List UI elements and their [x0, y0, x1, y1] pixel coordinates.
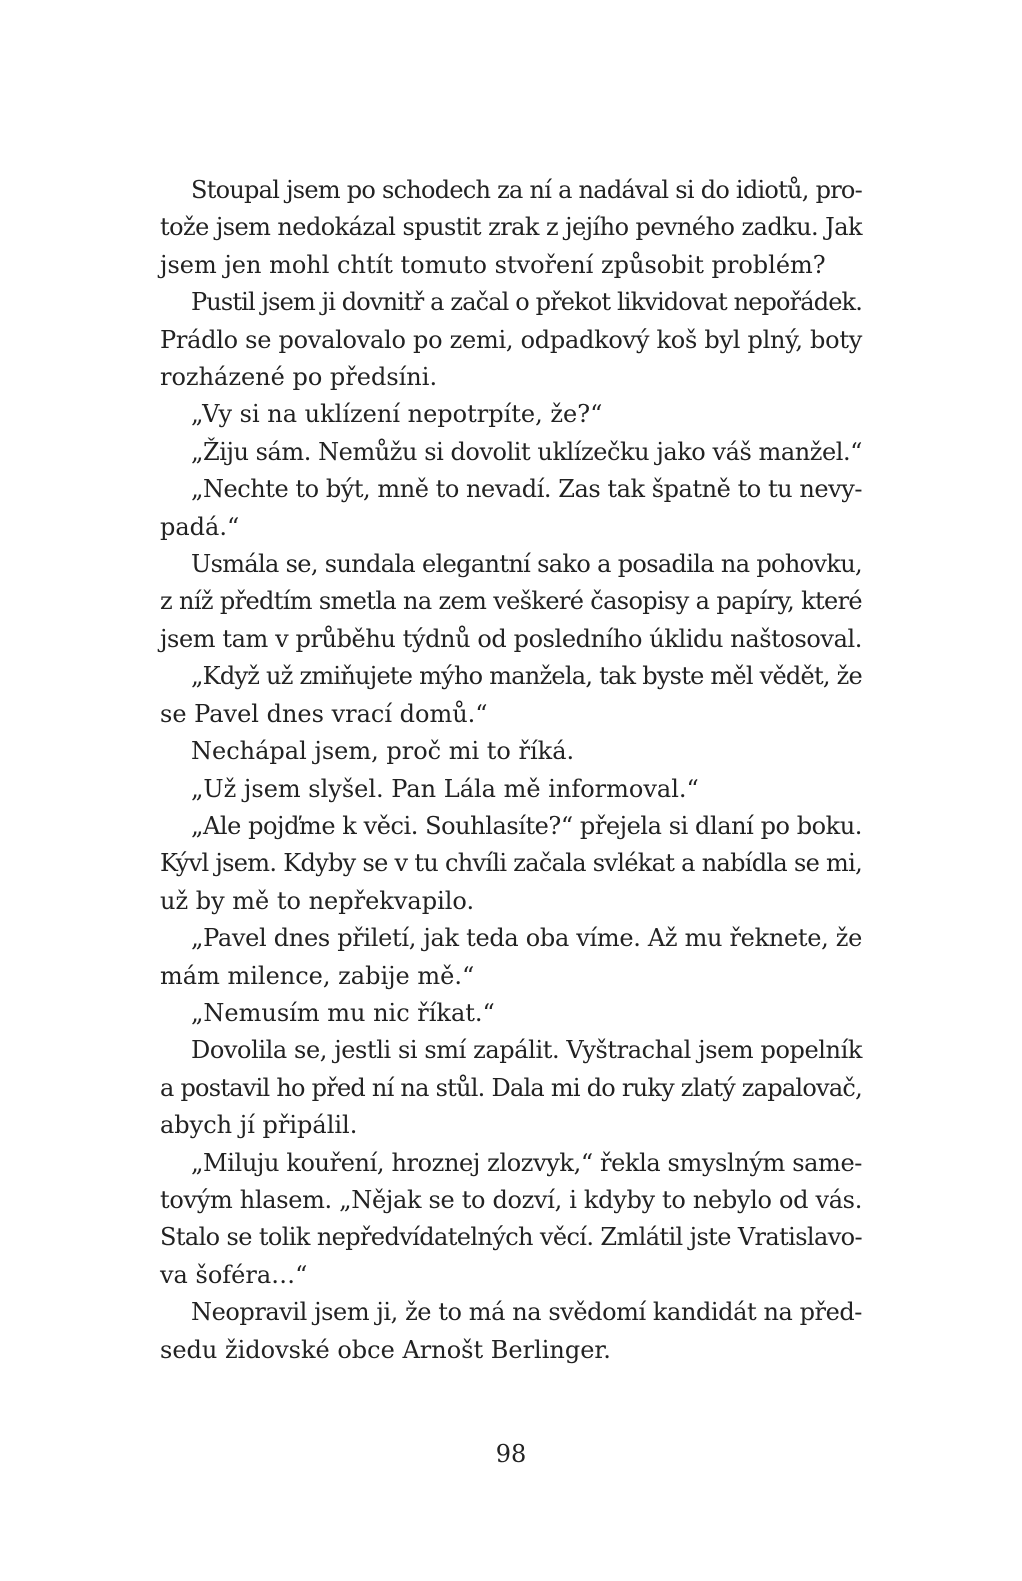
paragraph [160, 1145, 862, 1295]
text-line: „Miluju kouření, hroznej zlozvyk,“ řekla smyslným same- [191, 1148, 862, 1177]
paragraph [160, 658, 862, 733]
paragraph [160, 1294, 862, 1369]
body-text [160, 172, 862, 1369]
text-line: „Žiju sám. Nemůžu si dovolit uklízečku jako váš manžel.“ [191, 437, 862, 466]
text-line: „Vy si na uklízení nepotrpíte, že?“ [191, 400, 603, 429]
text-line: tože jsem nedokázal spustit zrak z jejího pevného zadku. Jak [160, 213, 862, 242]
text-line: va šoféra…“ [160, 1260, 308, 1289]
text-line: Prádlo se povalovalo po zemi, odpadkový koš byl plný, boty [160, 325, 863, 354]
paragraph [160, 771, 862, 808]
paragraph [160, 920, 862, 995]
text-line: Dovolila se, jestli si smí zapálit. Vyštrachal jsem popelník [191, 1036, 862, 1065]
text-line: „Nemusím mu nic říkat.“ [191, 998, 495, 1027]
text-line: „Ale pojďme k věci. Souhlasíte?“ přejela si dlaní po boku. [191, 811, 862, 840]
page-number: 98 [495, 1440, 527, 1468]
text-line: abych jí připálil. [160, 1111, 358, 1140]
paragraph [160, 284, 862, 396]
text-line: jsem tam v průběhu týdnů od posledního úklidu naštosoval. [160, 624, 862, 653]
paragraph [160, 471, 862, 546]
text-line: sedu židovské obce Arnošt Berlinger. [160, 1335, 611, 1364]
text-line: Usmála se, sundala elegantní sako a posadila na pohovku, [191, 550, 862, 579]
text-line: už by mě to nepřekvapilo. [160, 886, 475, 915]
text-line: a postavil ho před ní na stůl. Dala mi do ruky zlatý zapalovač, [160, 1073, 862, 1102]
text-line: „Nechte to být, mně to nevadí. Zas tak špatně to tu nevy- [191, 475, 862, 504]
text-line: jsem jen mohl chtít tomuto stvoření způsobit problém? [160, 250, 826, 279]
text-line: tovým hlasem. „Nějak se to dozví, i kdyby to nebylo od vás. [160, 1185, 863, 1214]
text-line: Nechápal jsem, proč mi to říká. [191, 737, 575, 766]
text-line: Neopravil jsem ji, že to má na svědomí kandidát na před- [191, 1298, 862, 1327]
text-line: Stalo se tolik nepředvídatelných věcí. Zmlátil jste Vratislavo- [160, 1223, 862, 1252]
text-line: „Když už zmiňujete mýho manžela, tak byste měl vědět, že [191, 662, 862, 691]
paragraph [160, 1032, 862, 1144]
paragraph [160, 396, 862, 433]
text-line: „Pavel dnes přiletí, jak teda oba víme. Až mu řeknete, že [191, 924, 862, 953]
text-line: Kývl jsem. Kdyby se v tu chvíli začala svlékat a nabídla se mi, [160, 849, 863, 878]
paragraph [160, 808, 862, 920]
paragraph [160, 733, 862, 770]
paragraph [160, 995, 862, 1032]
paragraph [160, 434, 862, 471]
text-line: z níž předtím smetla na zem veškeré časopisy a papíry, které [160, 587, 862, 616]
text-line: Pustil jsem ji dovnitř a začal o překot likvidovat nepořádek. [191, 288, 863, 317]
text-line: Stoupal jsem po schodech za ní a nadával si do idiotů, pro- [191, 176, 863, 204]
text-line: padá.“ [160, 512, 240, 541]
text-line: mám milence, zabije mě.“ [160, 961, 475, 990]
paragraph [160, 546, 862, 658]
paragraph [160, 172, 862, 284]
text-line: se Pavel dnes vrací domů.“ [160, 699, 488, 728]
text-line: „Už jsem slyšel. Pan Lála mě informoval.“ [191, 774, 699, 803]
text-line: rozházené po předsíni. [160, 363, 438, 392]
